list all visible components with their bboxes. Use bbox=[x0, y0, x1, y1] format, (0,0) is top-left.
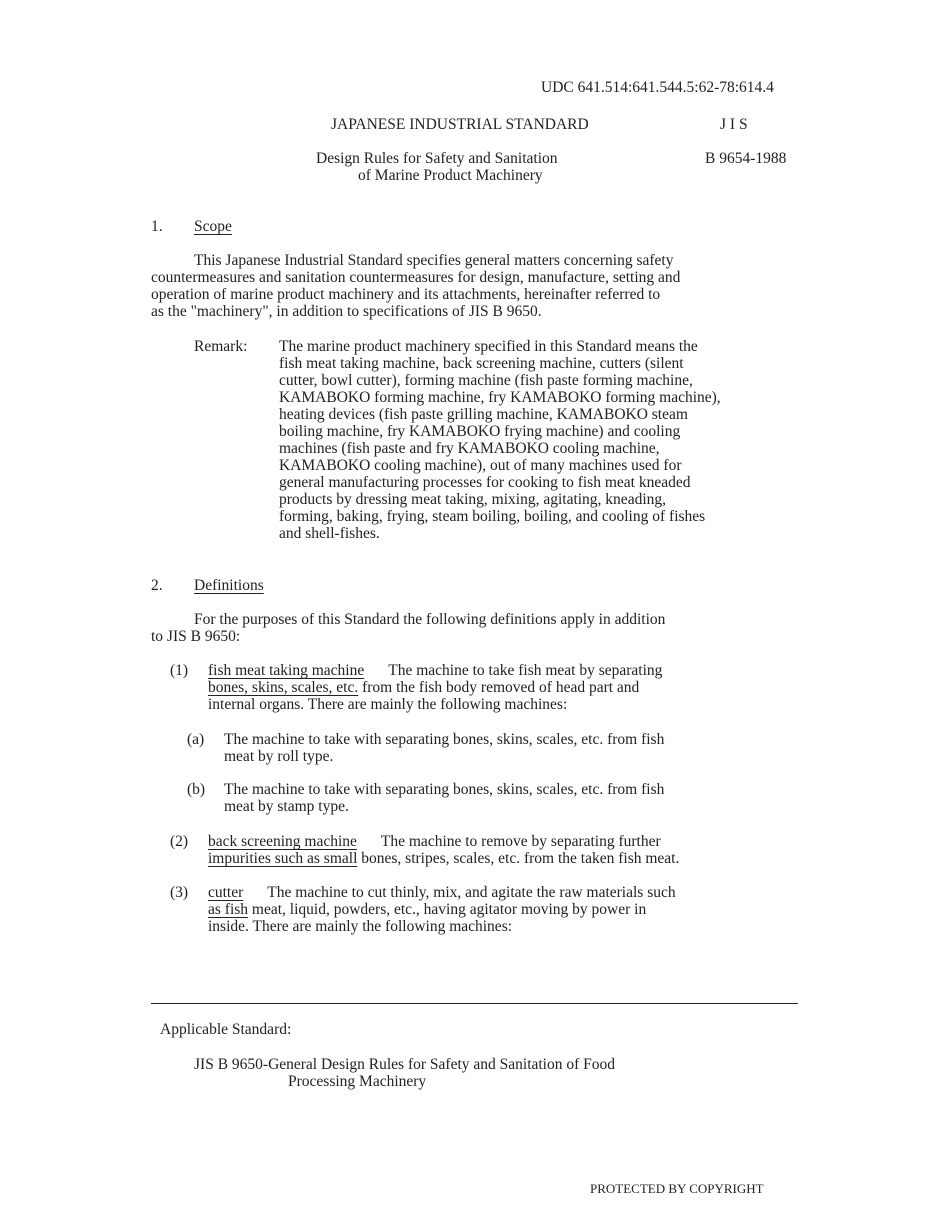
footnote-heading: Applicable Standard: bbox=[160, 1021, 292, 1038]
definitions-intro-line: to JIS B 9650: bbox=[151, 628, 241, 645]
item-3-line-2: as fish meat, liquid, powders, etc., having agitator moving by power in bbox=[208, 901, 647, 918]
udc-code: UDC 641.514:641.544.5:62-78:614.4 bbox=[541, 79, 774, 96]
item-3-line-1: cutter The machine to cut thinly, mix, and agitate the raw materials such bbox=[208, 884, 676, 901]
remark-line: KAMABOKO forming machine, fry KAMABOKO forming machine), bbox=[279, 389, 721, 406]
footnote-divider bbox=[151, 1003, 798, 1004]
remark-line: KAMABOKO cooling machine), out of many machines used for bbox=[279, 457, 682, 474]
footnote-line-2: Processing Machinery bbox=[288, 1073, 427, 1090]
standard-number: B 9654-1988 bbox=[705, 150, 787, 167]
item-2-line-2: impurities such as small bones, stripes, scales, etc. from the taken fish meat. bbox=[208, 850, 680, 867]
jis-mark: J I S bbox=[720, 116, 748, 133]
scope-line: as the "machinery", in addition to specifications of JIS B 9650. bbox=[151, 303, 542, 320]
scope-line: This Japanese Industrial Standard specifies general matters concerning safety bbox=[194, 252, 674, 269]
remark-line: boiling machine, fry KAMABOKO frying machine) and cooling bbox=[279, 423, 681, 440]
org-title: JAPANESE INDUSTRIAL STANDARD bbox=[331, 116, 589, 133]
definitions-intro-line: For the purposes of this Standard the following definitions apply in addition bbox=[194, 611, 666, 628]
item-2-line-1: back screening machine The machine to remove by separating further bbox=[208, 833, 661, 850]
item-1-label: (1) bbox=[170, 662, 189, 679]
item-1-line-2: bones, skins, scales, etc. from the fish body removed of head part and bbox=[208, 679, 640, 696]
remark-line: heating devices (fish paste grilling machine, KAMABOKO steam bbox=[279, 406, 688, 423]
remark-line: fish meat taking machine, back screening machine, cutters (silent bbox=[279, 355, 684, 372]
item-1b-label: (b) bbox=[187, 781, 206, 798]
item-1a-line-1: The machine to take with separating bones, skins, scales, etc. from fish bbox=[224, 731, 665, 748]
item-3-line-3: inside. There are mainly the following machines: bbox=[208, 918, 513, 935]
item-1a-line-2: meat by roll type. bbox=[224, 748, 334, 765]
section-2-heading: Definitions bbox=[194, 577, 264, 594]
item-2-term-cont: impurities such as small bbox=[208, 850, 358, 867]
remark-line: general manufacturing processes for cooking to fish meat kneaded bbox=[279, 474, 691, 491]
item-1b-line-1: The machine to take with separating bones, skins, scales, etc. from fish bbox=[224, 781, 665, 798]
footnote-line-1: JIS B 9650-General Design Rules for Safety and Sanitation of Food bbox=[194, 1056, 616, 1073]
item-1-term-cont: bones, skins, scales, etc. bbox=[208, 679, 359, 696]
item-3-term-cont: as fish bbox=[208, 901, 249, 918]
remark-line: and shell-fishes. bbox=[279, 525, 380, 542]
remark-label: Remark: bbox=[194, 338, 248, 355]
item-3-term: cutter bbox=[208, 884, 244, 901]
remark-line: forming, baking, frying, steam boiling, boiling, and cooling of fishes bbox=[279, 508, 706, 525]
item-1-line-3: internal organs. There are mainly the following machines: bbox=[208, 696, 568, 713]
item-1-term: fish meat taking machine bbox=[208, 662, 365, 679]
section-1-heading: Scope bbox=[194, 218, 232, 235]
remark-line: The marine product machinery specified in this Standard means the bbox=[279, 338, 698, 355]
section-2-number: 2. bbox=[151, 577, 163, 594]
remark-line: cutter, bowl cutter), forming machine (fish paste forming machine, bbox=[279, 372, 693, 389]
item-1b-line-2: meat by stamp type. bbox=[224, 798, 349, 815]
scope-line: operation of marine product machinery and its attachments, hereinafter referred to bbox=[151, 286, 661, 303]
title-line-1: Design Rules for Safety and Sanitation bbox=[316, 150, 558, 167]
remark-line: products by dressing meat taking, mixing, agitating, kneading, bbox=[279, 491, 667, 508]
remark-line: machines (fish paste and fry KAMABOKO cooling machine, bbox=[279, 440, 660, 457]
title-line-2: of Marine Product Machinery bbox=[358, 167, 543, 184]
item-3-label: (3) bbox=[170, 884, 189, 901]
item-1-line-1: fish meat taking machine The machine to take fish meat by separating bbox=[208, 662, 663, 679]
copyright-notice: PROTECTED BY COPYRIGHT bbox=[590, 1181, 764, 1196]
scope-line: countermeasures and sanitation countermeasures for design, manufacture, setting and bbox=[151, 269, 681, 286]
item-2-term: back screening machine bbox=[208, 833, 357, 850]
item-1a-label: (a) bbox=[187, 731, 205, 748]
item-2-label: (2) bbox=[170, 833, 189, 850]
section-1-number: 1. bbox=[151, 218, 163, 235]
